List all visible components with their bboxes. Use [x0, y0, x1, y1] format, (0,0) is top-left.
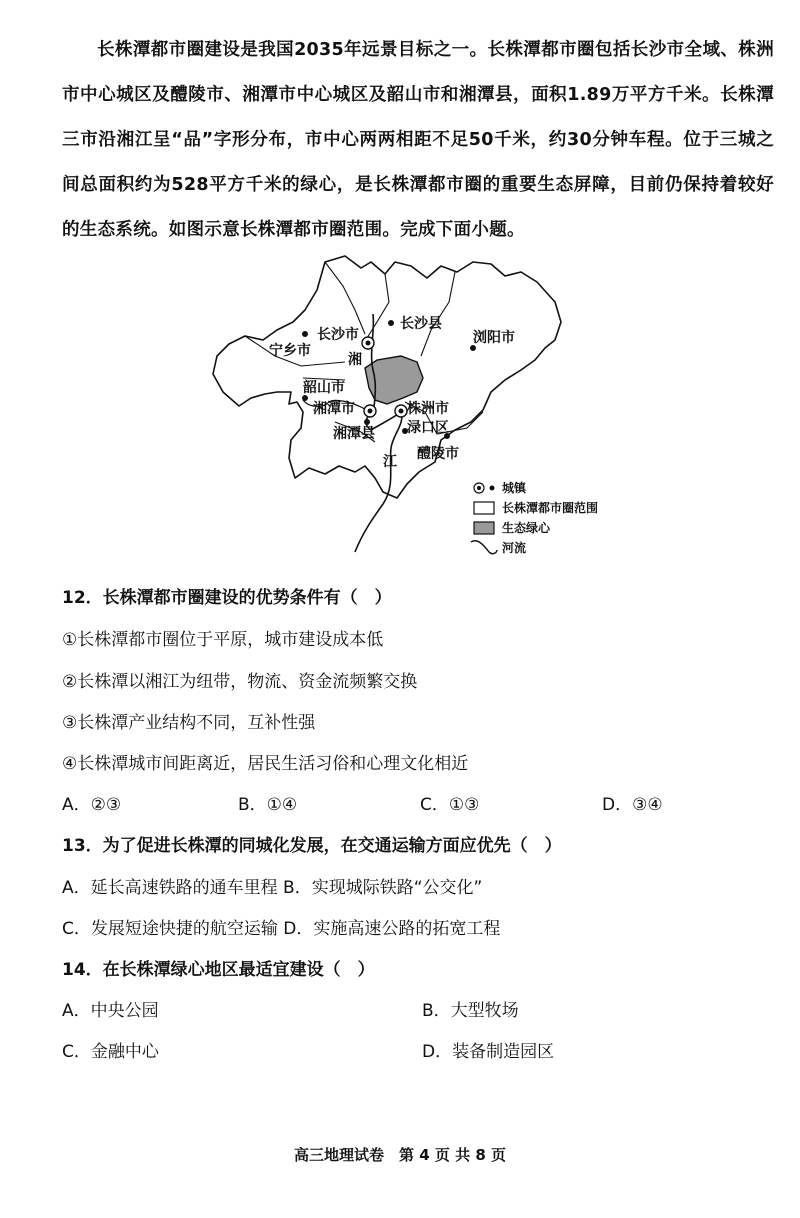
- q12-statement-2: ②长株潭以湘江为纽带，物流、资金流频繁交换: [62, 672, 418, 692]
- label-river-xiang: 湘: [348, 352, 362, 368]
- label-ningxiang: 宁乡市: [269, 343, 311, 359]
- q12-option-d[interactable]: D．③④: [602, 795, 663, 815]
- q14-option-a[interactable]: A．中央公园: [62, 1001, 159, 1021]
- label-lukou: 渌口区: [407, 420, 449, 436]
- map-figure: [205, 252, 625, 557]
- label-river-jiang: 江: [383, 454, 397, 470]
- question-12: 12．长株潭都市圈建设的优势条件有（ ）: [62, 588, 392, 608]
- legend-town-icon: [474, 483, 495, 493]
- q12-statement-4: ④长株潭城市间距离近，居民生活习俗和心理文化相近: [62, 754, 469, 774]
- intro-paragraph: 长株潭都市圈建设是我国2035年远景目标之一。长株潭都市圈包括长沙市全域、株洲市中心城区及醴陵市、湘潭市中心城区及韶山市和湘潭县，面积1.89万平方千米。长株潭三市沿湘江呈“品”字形分布，市中心两两相距不足50千米，约30分钟车程。位于三城之间总面积约为528平方千米的绿心，是长株潭都市圈的重要生态屏障，目前仍保持着较好的生态系统。如图示意长株潭都市圈范围。完成下面小题。: [62, 40, 774, 240]
- legend-river-label: 河流: [502, 541, 527, 555]
- label-xiangtan-county: 湘潭县: [333, 426, 375, 442]
- legend-river-icon: [471, 541, 497, 554]
- q12-statement-3: ③长株潭产业结构不同，互补性强: [62, 713, 316, 733]
- label-zhuzhou-city: 株洲市: [407, 401, 449, 417]
- q14-option-d[interactable]: D．装备制造园区: [422, 1042, 555, 1062]
- xiangtan-city-symbol: [364, 405, 376, 417]
- q12-option-a[interactable]: A．②③: [62, 795, 122, 815]
- legend-green-icon: [474, 522, 494, 534]
- label-changsha-county: 长沙县: [400, 316, 442, 332]
- q14-option-c[interactable]: C．金融中心: [62, 1042, 159, 1062]
- legend-boundary-label: 长株潭都市圈范围: [502, 501, 599, 515]
- label-liuyang: 浏阳市: [473, 330, 515, 346]
- label-shaoshan: 韶山市: [303, 380, 345, 396]
- legend-town-label: 城镇: [502, 481, 527, 495]
- label-liling: 醴陵市: [417, 446, 459, 462]
- label-xiangtan-city: 湘潭市: [313, 401, 355, 417]
- changsha-city-symbol: [362, 337, 374, 349]
- legend-boundary-icon: [474, 502, 494, 514]
- question-13: 13．为了促进长株潭的同城化发展，在交通运输方面应优先（ ）: [62, 836, 562, 856]
- q12-option-b[interactable]: B．①④: [238, 795, 298, 815]
- q13-options-cd[interactable]: C．发展短途快捷的航空运输 D．实施高速公路的拓宽工程: [62, 919, 501, 939]
- zhuzhou-city-symbol: [395, 405, 407, 417]
- question-14: 14．在长株潭绿心地区最适宜建设（ ）: [62, 960, 375, 980]
- map-legend: [471, 480, 598, 555]
- q14-option-b[interactable]: B．大型牧场: [422, 1001, 519, 1021]
- label-changsha-city: 长沙市: [317, 327, 359, 343]
- page-footer: 高三地理试卷 第 4 页 共 8 页: [294, 1146, 506, 1164]
- q12-statement-1: ①长株潭都市圈位于平原，城市建设成本低: [62, 630, 384, 650]
- q12-option-c[interactable]: C．①③: [420, 795, 480, 815]
- legend-green-label: 生态绿心: [502, 521, 551, 535]
- q13-options-ab[interactable]: A．延长高速铁路的通车里程 B．实现城际铁路“公交化”: [62, 878, 483, 898]
